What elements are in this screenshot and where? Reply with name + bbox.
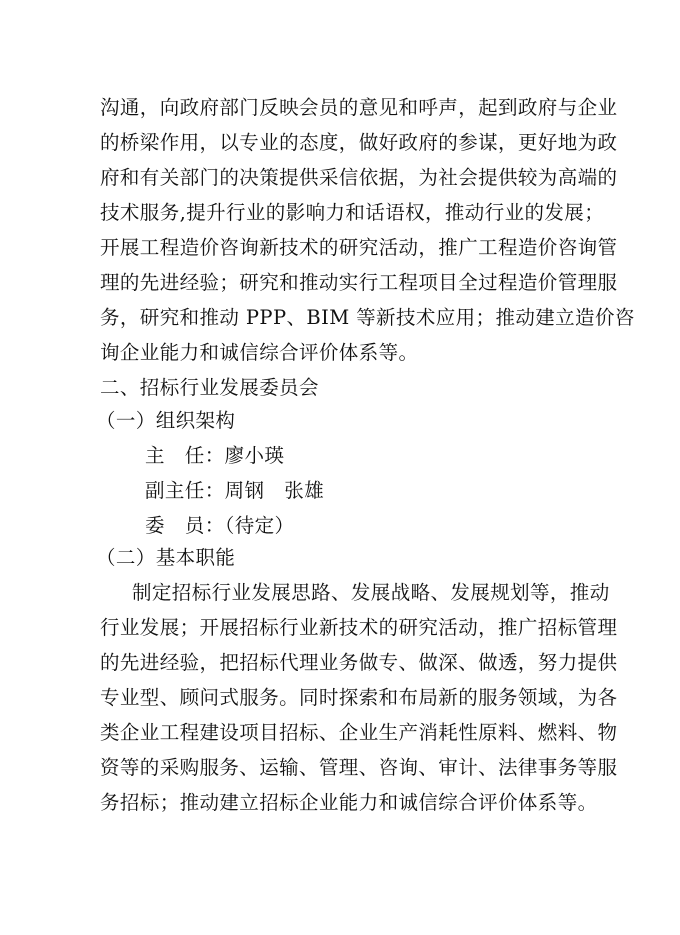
subsection-heading: （一）组织架构 bbox=[96, 409, 236, 432]
org-director: 主 任：廖小瑛 bbox=[145, 444, 285, 467]
body-text-line: 务招标；推动建立招标企业能力和诚信综合评价体系等。 bbox=[100, 791, 598, 814]
subsection-heading: （二）基本职能 bbox=[96, 546, 236, 569]
body-text-line: 理的先进经验；研究和推动实行工程项目全过程造价管理服 bbox=[100, 271, 618, 294]
body-text-line: 类企业工程建设项目招标、企业生产消耗性原料、燃料、物 bbox=[100, 721, 618, 744]
body-text-line: 开展工程造价咨询新技术的研究活动，推广工程造价咨询管 bbox=[100, 236, 618, 259]
org-deputy: 副主任：周钢 张雄 bbox=[145, 479, 325, 502]
body-text-line: 资等的采购服务、运输、管理、咨询、审计、法律事务等服 bbox=[100, 756, 618, 779]
section-heading: 二、招标行业发展委员会 bbox=[100, 376, 319, 399]
body-text-line: 询企业能力和诚信综合评价体系等。 bbox=[100, 341, 419, 364]
body-text-line: 府和有关部门的决策提供采信依据，为社会提供较为高端的 bbox=[100, 166, 618, 189]
body-text-line: 的桥梁作用，以专业的态度，做好政府的参谋，更好地为政 bbox=[100, 131, 618, 154]
org-members: 委 员：（待定） bbox=[145, 514, 295, 537]
body-text-line: 技术服务,提升行业的影响力和话语权，推动行业的发展； bbox=[100, 201, 605, 224]
body-text-line: 制定招标行业发展思路、发展战略、发展规划等，推动 bbox=[132, 581, 610, 604]
body-text-line: 务，研究和推动 PPP、BIM 等新技术应用；推动建立造价咨 bbox=[100, 306, 635, 329]
body-text-line: 的先进经验，把招标代理业务做专、做深、做透，努力提供 bbox=[100, 651, 618, 674]
body-text-line: 专业型、顾问式服务。同时探索和布局新的服务领域，为各 bbox=[100, 686, 618, 709]
body-text-line: 沟通，向政府部门反映会员的意见和呼声，起到政府与企业 bbox=[100, 96, 618, 119]
body-text-line: 行业发展；开展招标行业新技术的研究活动，推广招标管理 bbox=[100, 616, 618, 639]
